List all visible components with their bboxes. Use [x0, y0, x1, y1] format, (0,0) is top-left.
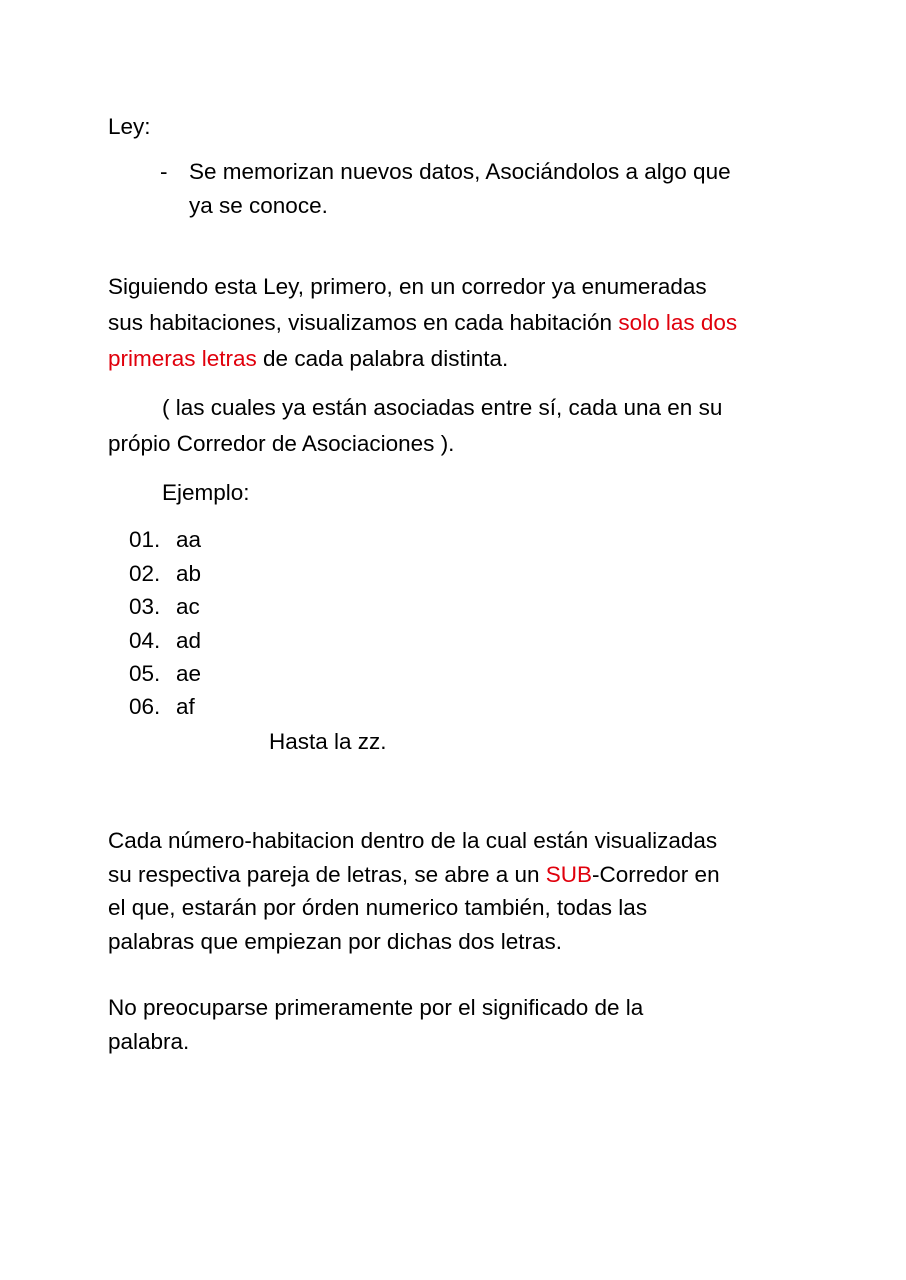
- para3-line-3: el que, estarán por órden numerico también, todas las: [108, 895, 648, 920]
- list-number: 01.: [129, 527, 161, 552]
- para1-line-2: [108, 312, 737, 335]
- para3-line-2-rest: -Corredor en: [592, 862, 720, 887]
- highlight-text: solo las dos: [618, 310, 738, 335]
- para1-line-3: [108, 348, 508, 371]
- list-text: af: [176, 694, 195, 719]
- list-text: ac: [176, 594, 200, 619]
- list-text: ab: [176, 561, 202, 586]
- para4-line-2: palabra.: [108, 1029, 190, 1054]
- para3-line-4: palabras que empiezan por dichas dos letras.: [108, 929, 563, 954]
- example-label: Ejemplo:: [162, 480, 250, 505]
- highlight-text: primeras letras: [108, 346, 257, 371]
- para1-line-3-text: de cada palabra distinta.: [256, 346, 509, 371]
- para3-line-2-text: su respectiva pareja de letras, se abre a un: [108, 862, 546, 887]
- list-number: 02.: [129, 561, 161, 586]
- heading-ley: Ley:: [108, 114, 151, 139]
- list-text: ae: [176, 661, 202, 686]
- law-line-2: ya se conoce.: [189, 193, 328, 218]
- para1-line-2-text: sus habitaciones, visualizamos en cada habitación: [108, 310, 619, 335]
- highlight-text: SUB: [545, 862, 593, 887]
- para1-line-1: Siguiendo esta Ley, primero, en un corredor ya enumeradas: [108, 274, 707, 299]
- para2-line-1: ( las cuales ya están asociadas entre sí, cada una en su: [162, 395, 723, 420]
- para2-line-2: própio Corredor de Asociaciones ).: [108, 431, 455, 456]
- list-number: 03.: [129, 594, 161, 619]
- list-number: 04.: [129, 628, 161, 653]
- law-line-1: Se memorizan nuevos datos, Asociándolos a algo que: [189, 159, 731, 184]
- list-number: 06.: [129, 694, 161, 719]
- para3-line-1: Cada número-habitacion dentro de la cual están visualizadas: [108, 828, 718, 853]
- list-number: 05.: [129, 661, 161, 686]
- list-text: aa: [176, 527, 202, 552]
- bullet-dash: -: [160, 159, 168, 184]
- until-zz-text: Hasta la zz.: [269, 729, 387, 754]
- para3-line-2: [108, 864, 720, 887]
- para4-line-1: No preocuparse primeramente por el significado de la: [108, 995, 644, 1020]
- list-text: ad: [176, 628, 202, 653]
